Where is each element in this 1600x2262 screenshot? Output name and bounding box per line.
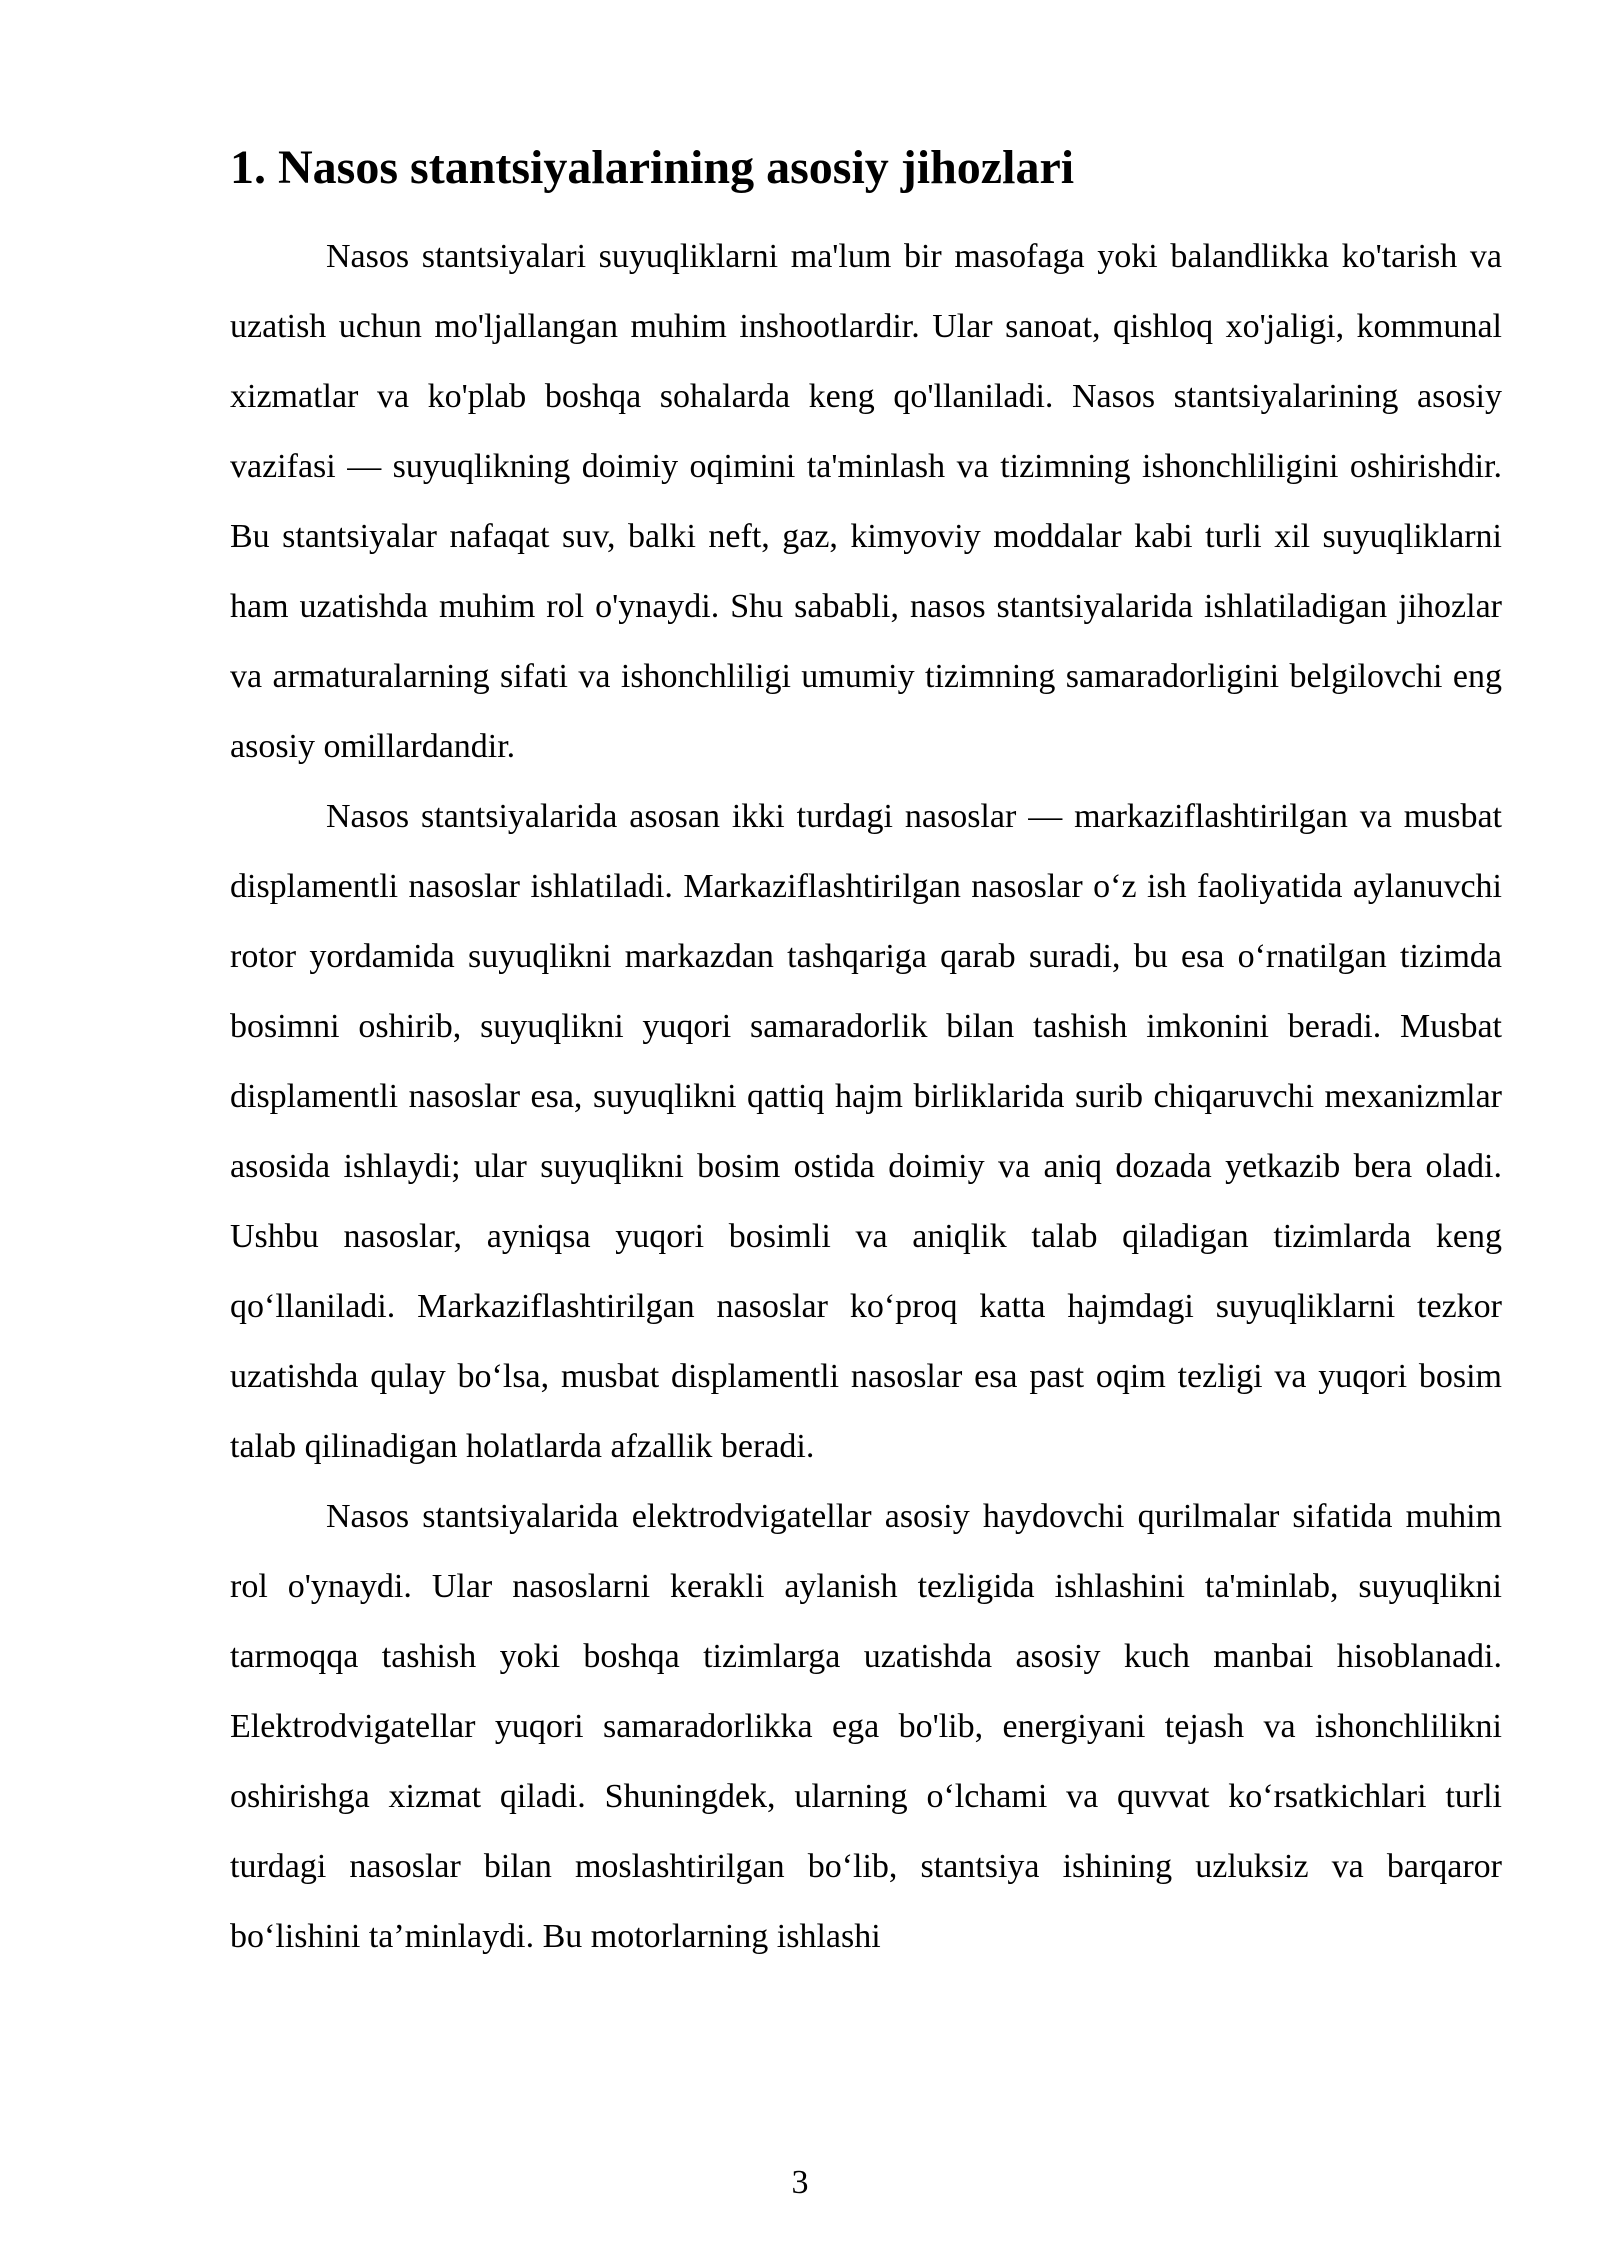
page-number: 3 bbox=[791, 2164, 809, 2201]
paragraph-2: Nasos stantsiyalarida asosan ikki turdagi nasoslar — markaziflashtirilgan va musbat displamentli nasoslar ishlatiladi. Markaziflashtirilgan nasoslar o‘z ish faoliyatida aylanuvchi rotor yordamida suyuqlikni markazdan tashqariga qarab suradi, bu esa o‘rnatilgan tizimda bosimni oshirib, suyuqlikni yuqori samaradorlik bilan tashish imkonini beradi. Musbat displamentli nasoslar esa, suyuqlikni qattiq hajm birliklarida surib chiqaruvchi mexanizmlar asosida ishlaydi; ular suyuqlikni bosim ostida doimiy va aniq dozada yetkazib bera oladi. Ushbu nasoslar, ayniqsa yuqori bosimli va aniqlik talab qiladigan tizimlarda keng qo‘llaniladi. Markaziflashtirilgan nasoslar ko‘proq katta hajmdagi suyuqliklarni tezkor uzatishda qulay bo‘lsa, musbat displamentli nasoslar esa past oqim tezligi va yuqori bosim talab qilinadigan holatlarda afzallik beradi. bbox=[230, 798, 1502, 1465]
section-heading: 1. Nasos stantsiyalarining asosiy jihozlari bbox=[230, 141, 1075, 194]
paragraph-3: Nasos stantsiyalarida elektrodvigatellar asosiy haydovchi qurilmalar sifatida muhim rol o'ynaydi. Ular nasoslarni kerakli aylanish tezligida ishlashini ta'minlab, suyuqlikni tarmoqqa tashish yoki boshqa tizimlarga uzatishda asosiy kuch manbai hisoblanadi. Elektrodvigatellar yuqori samaradorlikka ega bo'lib, energiyani tejash va ishonchlilikni oshirishga xizmat qiladi. Shuningdek, ularning o‘lchami va quvvat ko‘rsatkichlari turli turdagi nasoslar bilan moslashtirilgan bo‘lib, stantsiya ishining uzluksiz va barqaror bo‘lishini ta’minlaydi. Bu motorlarning ishlashi bbox=[230, 1498, 1502, 1955]
paragraph-1: Nasos stantsiyalari suyuqliklarni ma'lum bir masofaga yoki balandlikka ko'tarish va uzatish uchun mo'ljallangan muhim inshootlardir. Ular sanoat, qishloq xo'jaligi, kommunal xizmatlar va ko'plab boshqa sohalarda keng qo'llaniladi. Nasos stantsiyalarining asosiy vazifasi — suyuqlikning doimiy oqimini ta'minlash va tizimning ishonchliligini oshirishdir. Bu stantsiyalar nafaqat suv, balki neft, gaz, kimyoviy moddalar kabi turli xil suyuqliklarni ham uzatishda muhim rol o'ynaydi. Shu sababli, nasos stantsiyalarida ishlatiladigan jihozlar va armaturalarning sifati va ishonchliligi umumiy tizimning samaradorligini belgilovchi eng asosiy omillardandir. bbox=[230, 238, 1502, 765]
page-content bbox=[230, 136, 1502, 1972]
